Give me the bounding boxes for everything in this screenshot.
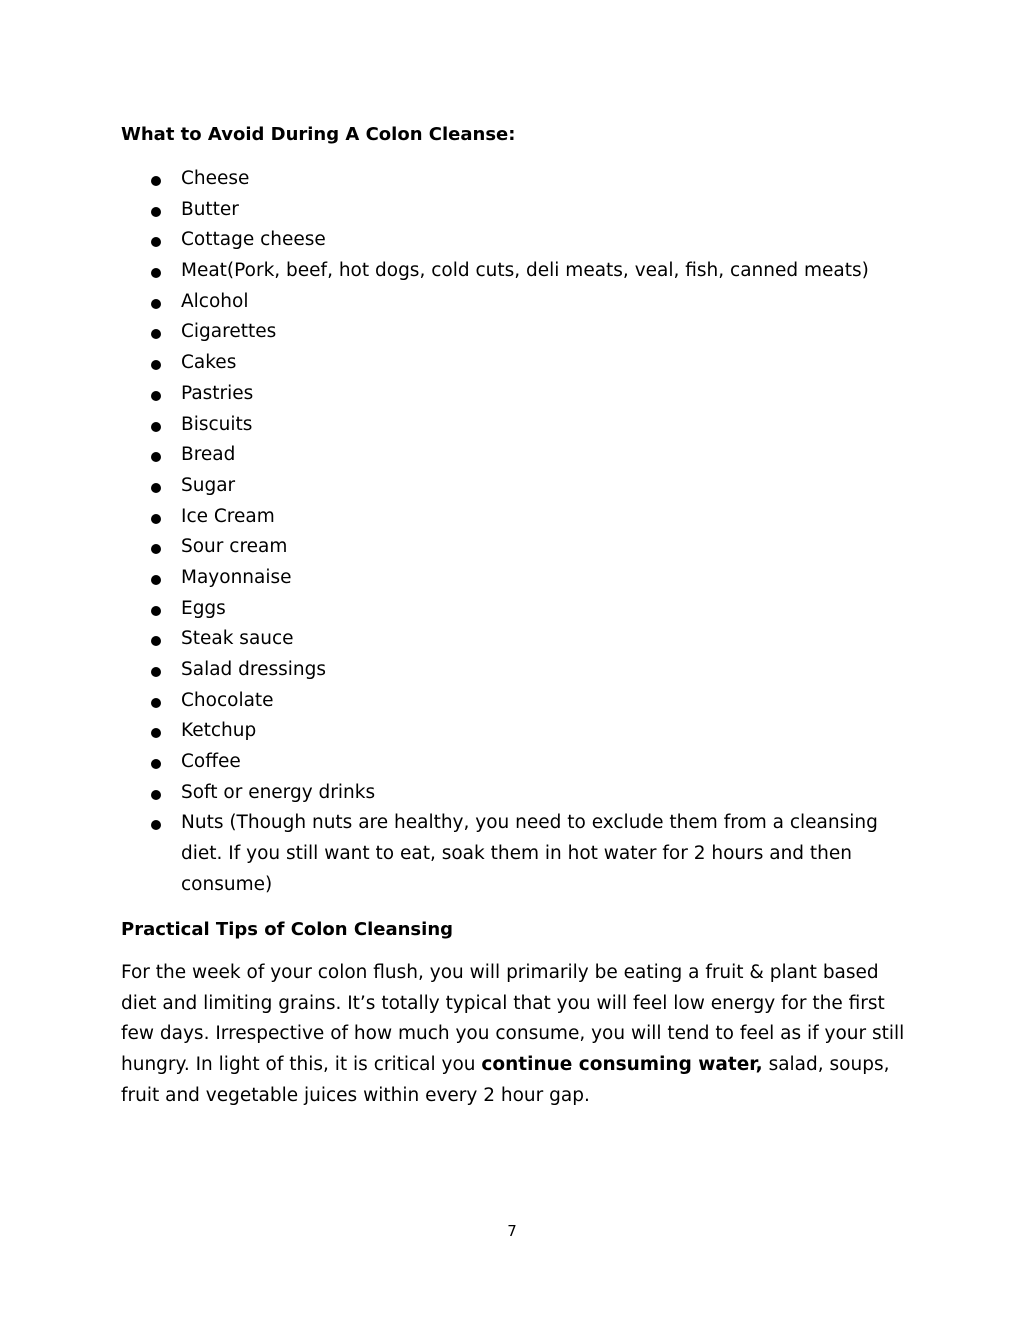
list-item	[0, 225, 1024, 256]
list-item	[0, 164, 1024, 195]
list-item-text: Ketchup	[181, 720, 257, 742]
bullet-icon	[151, 422, 161, 432]
list-item	[0, 317, 1024, 348]
bullet-icon	[151, 360, 161, 370]
bullet-icon	[151, 391, 161, 401]
list-item-text: Cottage cheese	[181, 229, 326, 251]
list-item-text: Nuts (Though nuts are healthy, you need to exclude them from a cleansing diet. If you still want to eat, soak them in hot water for 2 hours and then consume)	[181, 812, 878, 895]
list-item-text: Soft or energy drinks	[181, 781, 376, 803]
list-item	[0, 778, 1024, 809]
bullet-icon	[151, 667, 161, 677]
list-item-text: Eggs	[181, 597, 226, 619]
list-item-text: Sugar	[181, 474, 236, 496]
list-item-text: Alcohol	[181, 290, 249, 312]
bullet-icon	[151, 759, 161, 769]
list-item	[0, 563, 1024, 594]
paragraph-text-end: salad, soups, fruit and vegetable juices within every 2 hour gap.	[121, 1054, 890, 1106]
bullet-icon	[151, 483, 161, 493]
list-item	[0, 348, 1024, 379]
list-item-text: Sour cream	[181, 536, 288, 558]
list-item-text: Chocolate	[181, 689, 274, 711]
list-item-text: Salad dressings	[181, 659, 327, 680]
list-item-text: Cakes	[181, 352, 237, 374]
list-item	[0, 594, 1024, 625]
list-item	[0, 440, 1024, 471]
list-item	[0, 686, 1024, 717]
page-number: 7	[507, 1222, 517, 1240]
bullet-icon	[151, 268, 161, 278]
list-item-text: Steak sauce	[181, 628, 294, 650]
list-item	[0, 195, 1024, 226]
list-item-text: Pastries	[181, 382, 254, 404]
bullet-icon	[151, 790, 161, 800]
bullet-icon	[151, 606, 161, 616]
list-item	[0, 287, 1024, 318]
list-item	[0, 502, 1024, 533]
list-item-text: Ice Cream	[181, 505, 275, 527]
bullet-icon	[151, 728, 161, 738]
bullet-icon	[151, 207, 161, 217]
tips-paragraph	[121, 958, 911, 1112]
list-item-text: Cheese	[181, 168, 250, 189]
bullet-icon	[151, 452, 161, 462]
list-item	[0, 471, 1024, 502]
bullet-icon	[151, 299, 161, 309]
bullet-icon	[151, 237, 161, 247]
list-item	[0, 716, 1024, 747]
bullet-icon	[151, 575, 161, 585]
list-item	[0, 655, 1024, 686]
paragraph-text-start: For the week of your colon flush, you will primarily be eating a fruit & plant based diet and limiting grains. It’s totally typical that you will feel low energy for the first few days. Irrespective of how much you consume, you will tend to feel as if your still hungry. In light of this, it is critical you	[121, 962, 905, 1076]
bullet-icon	[151, 820, 161, 830]
list-item	[0, 532, 1024, 563]
list-item-text: Meat(Pork, beef, hot dogs, cold cuts, deli meats, veal, fish, canned meats)	[181, 260, 869, 282]
section-heading-avoid: What to Avoid During A Colon Cleanse:	[121, 124, 516, 145]
list-item	[0, 624, 1024, 655]
bullet-icon	[151, 329, 161, 339]
bullet-icon	[151, 514, 161, 524]
bullet-icon	[151, 544, 161, 554]
bullet-icon	[151, 698, 161, 708]
list-item-text: Mayonnaise	[181, 566, 292, 588]
bullet-icon	[151, 636, 161, 646]
paragraph-emphasis: continue consuming water,	[481, 1054, 763, 1076]
bullet-icon	[151, 176, 161, 186]
list-item-text: Coffee	[181, 751, 241, 773]
list-item	[0, 379, 1024, 410]
list-item	[0, 747, 1024, 778]
list-item	[0, 410, 1024, 441]
list-item	[0, 808, 1024, 900]
list-item-text: Cigarettes	[181, 321, 277, 343]
list-item-text: Biscuits	[181, 413, 253, 435]
list-item-text: Butter	[181, 198, 239, 220]
list-item-text: Bread	[181, 444, 236, 466]
avoid-list	[0, 164, 1024, 901]
section-heading-tips: Practical Tips of Colon Cleansing	[121, 919, 454, 940]
list-item	[0, 256, 1024, 287]
